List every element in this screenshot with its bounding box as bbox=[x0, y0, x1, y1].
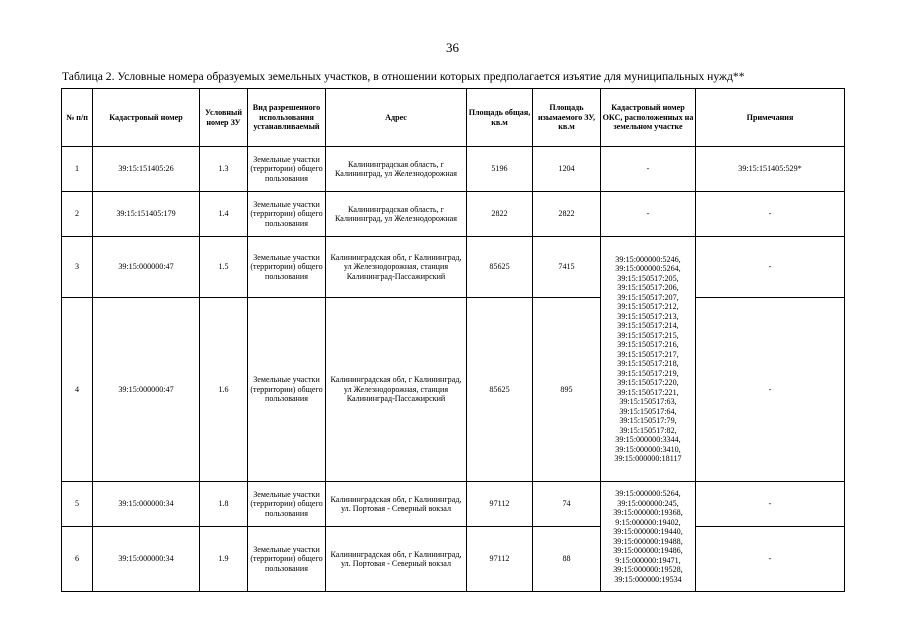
oks-line: 39:15:150517:216, bbox=[617, 340, 679, 349]
cell-cadastral: 39:15:151405:179 bbox=[93, 192, 200, 237]
oks-line: 39:15:150517:213, bbox=[617, 311, 679, 321]
oks-line: 39:15:150517:206, bbox=[617, 283, 679, 292]
oks-line: 39:15:000000:3344, bbox=[615, 435, 681, 444]
cell-notes: - bbox=[696, 192, 845, 237]
cell-use-type: Земельные участки (территории) общего пользования bbox=[248, 192, 326, 237]
table-header-row bbox=[62, 89, 845, 147]
header-area-total: Площадь общая, кв.м bbox=[467, 89, 533, 147]
cell-conditional-number: 1.5 bbox=[200, 237, 248, 298]
cell-address: Калининградская обл, г Калининград, ул Железнодорожная, станция Калининград-Пассажирский bbox=[326, 298, 467, 482]
cell-address: Калининградская обл, г Калининград, ул. Портовая - Северный вокзал bbox=[326, 527, 467, 592]
cell-cadastral: 39:15:000000:47 bbox=[93, 298, 200, 482]
oks-line: 39:15:150517:215, bbox=[617, 330, 679, 340]
header-conditional-number: Условный номер ЗУ bbox=[200, 89, 248, 147]
cell-cadastral: 39:15:000000:34 bbox=[93, 527, 200, 592]
cell-num: 1 bbox=[62, 147, 93, 192]
cell-num: 3 bbox=[62, 237, 93, 298]
cell-area-total: 97112 bbox=[467, 482, 533, 527]
table-row bbox=[62, 482, 845, 527]
oks-line: 39:15:000000:19440, bbox=[613, 527, 683, 536]
oks-line: 39:15:150517:220, bbox=[617, 378, 679, 387]
table-row bbox=[62, 527, 845, 592]
cell-area-total: 85625 bbox=[467, 237, 533, 298]
oks-line: 39:15:000000:19534 bbox=[614, 574, 682, 584]
oks-line: 39:15:000000:245, bbox=[617, 498, 679, 508]
cell-num: 5 bbox=[62, 482, 93, 527]
oks-line: 39:15:150517:64, bbox=[619, 406, 677, 416]
cell-num: 2 bbox=[62, 192, 93, 237]
cell-address: Калининградская обл, г Калининград, ул Железнодорожная, станция Калининград-Пассажирский bbox=[326, 237, 467, 298]
cell-notes: - bbox=[696, 237, 845, 298]
cell-cadastral: 39:15:000000:47 bbox=[93, 237, 200, 298]
cell-area-taken: 895 bbox=[533, 298, 601, 482]
cell-cadastral: 39:15:000000:34 bbox=[93, 482, 200, 527]
oks-line: 9:15:000000:19402, bbox=[615, 517, 681, 527]
oks-line: 39:15:150517:207, bbox=[617, 292, 679, 302]
cell-num: 6 bbox=[62, 527, 93, 592]
oks-line: 39:15:000000:5264, bbox=[615, 264, 681, 273]
cell-area-total: 5196 bbox=[467, 147, 533, 192]
table-row bbox=[62, 298, 845, 482]
cell-oks: - bbox=[601, 192, 696, 237]
header-oks: Кадастровый номер ОКС, расположенных на земельном участке bbox=[601, 89, 696, 147]
oks-line: 39:15:000000:19488, bbox=[613, 536, 683, 546]
table-row bbox=[62, 147, 845, 192]
cell-conditional-number: 1.4 bbox=[200, 192, 248, 237]
oks-line: 39:15:150517:219, bbox=[617, 368, 679, 378]
header-use-type: Вид разрешенного использования устанавливаемый bbox=[248, 89, 326, 147]
header-num: № п/п bbox=[62, 89, 93, 147]
cell-oks-group-2 bbox=[601, 482, 696, 592]
cell-address: Калининградская область, г Калининград, ул Железнодорожная bbox=[326, 192, 467, 237]
cell-notes: - bbox=[696, 527, 845, 592]
cell-area-taken: 7415 bbox=[533, 237, 601, 298]
oks-line: 39:15:150517:217, bbox=[617, 349, 679, 359]
oks-line: 39:15:000000:5246, bbox=[615, 254, 681, 264]
cell-oks-group-1 bbox=[601, 237, 696, 482]
header-cadastral: Кадастровый номер bbox=[93, 89, 200, 147]
cell-area-total: 97112 bbox=[467, 527, 533, 592]
oks-line: 39:15:000000:18117 bbox=[614, 454, 682, 463]
header-area-taken: Площадь изымаемого ЗУ, кв.м bbox=[533, 89, 601, 147]
oks-line: 39:15:000000:5264, bbox=[615, 489, 681, 498]
cell-area-total: 85625 bbox=[467, 298, 533, 482]
oks-line: 39:15:000000:19368, bbox=[613, 508, 683, 517]
cell-notes: - bbox=[696, 482, 845, 527]
cell-address: Калининградская обл, г Калининград, ул. Портовая - Северный вокзал bbox=[326, 482, 467, 527]
oks-line: 39:15:150517:82, bbox=[619, 425, 677, 435]
cell-use-type: Земельные участки (территории) общего пользования bbox=[248, 237, 326, 298]
cell-area-taken: 1204 bbox=[533, 147, 601, 192]
table-row bbox=[62, 237, 845, 298]
oks-line: 39:15:150517:214, bbox=[617, 321, 679, 330]
cell-cadastral: 39:15:151405:26 bbox=[93, 147, 200, 192]
cell-address: Калининградская область, г Калининград, ул Железнодорожная bbox=[326, 147, 467, 192]
cell-use-type: Земельные участки (территории) общего пользования bbox=[248, 527, 326, 592]
cell-conditional-number: 1.8 bbox=[200, 482, 248, 527]
cell-num: 4 bbox=[62, 298, 93, 482]
cell-notes: - bbox=[696, 298, 845, 482]
oks-line: 39:15:000000:3410, bbox=[615, 444, 681, 454]
header-address: Адрес bbox=[326, 89, 467, 147]
oks-line: 39:15:000000:19528, bbox=[613, 565, 683, 574]
table-caption: Таблица 2. Условные номера образуемых земельных участков, в отношении которых предполагается изъятие для муниципальных нужд** bbox=[62, 70, 745, 83]
oks-line: 39:15:150517:221, bbox=[617, 387, 679, 397]
oks-line: 39:15:000000:19486, bbox=[613, 546, 683, 555]
page-number: 36 bbox=[446, 40, 459, 55]
cell-conditional-number: 1.3 bbox=[200, 147, 248, 192]
cell-use-type: Земельные участки (территории) общего пользования bbox=[248, 298, 326, 482]
oks-line: 39:15:150517:218, bbox=[617, 359, 679, 368]
cell-use-type: Земельные участки (территории) общего пользования bbox=[248, 482, 326, 527]
cell-conditional-number: 1.9 bbox=[200, 527, 248, 592]
cell-area-taken: 2822 bbox=[533, 192, 601, 237]
cell-oks: - bbox=[601, 147, 696, 192]
cell-area-total: 2822 bbox=[467, 192, 533, 237]
cell-use-type: Земельные участки (территории) общего пользования bbox=[248, 147, 326, 192]
oks-line: 9:15:000000:19471, bbox=[615, 555, 681, 565]
cell-area-taken: 88 bbox=[533, 527, 601, 592]
land-plots-table bbox=[61, 88, 845, 592]
oks-line: 39:15:150517:205, bbox=[617, 273, 679, 283]
table-row bbox=[62, 192, 845, 237]
header-notes: Примечания bbox=[696, 89, 845, 147]
cell-notes: 39:15:151405:529* bbox=[696, 147, 845, 192]
oks-line: 39:15:150517:212, bbox=[617, 302, 679, 311]
oks-line: 39:15:150517:79, bbox=[619, 416, 677, 425]
cell-area-taken: 74 bbox=[533, 482, 601, 527]
cell-conditional-number: 1.6 bbox=[200, 298, 248, 482]
oks-line: 39:15:150517:63, bbox=[619, 397, 677, 406]
